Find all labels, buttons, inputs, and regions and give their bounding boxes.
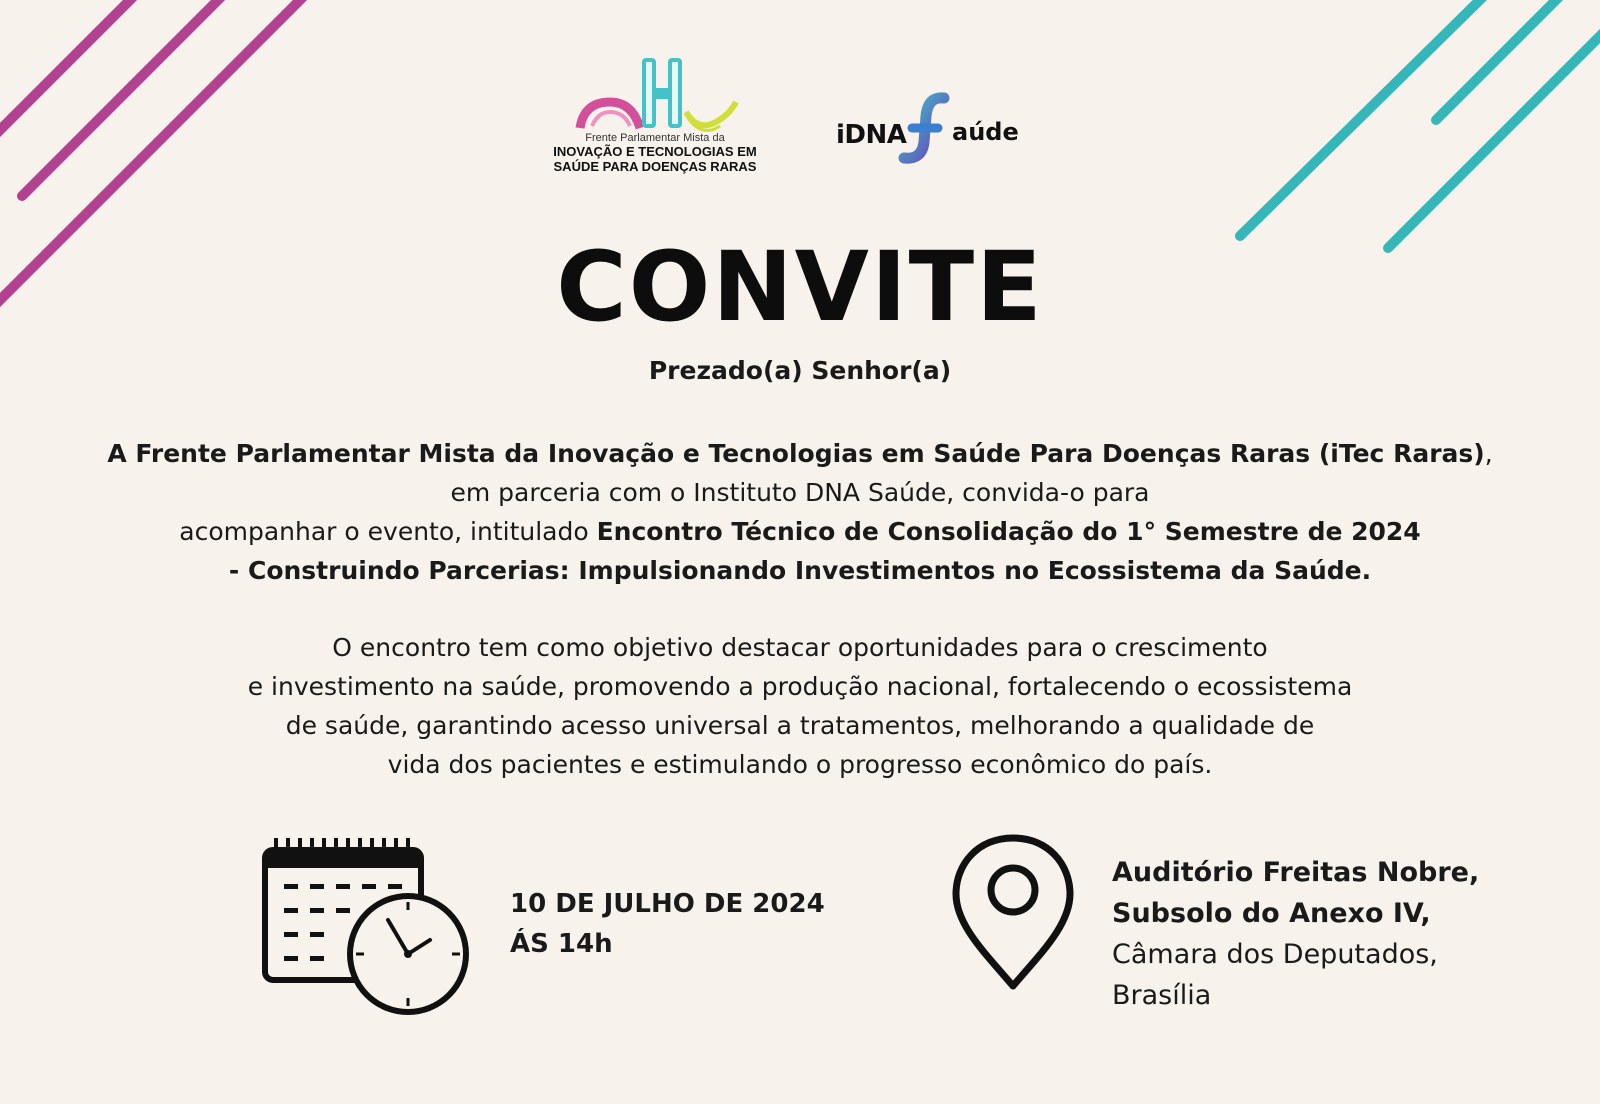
event-title: Encontro Técnico de Consolidação do 1° Semestre de 2024 — [596, 517, 1421, 546]
frente-logo-line1: Frente Parlamentar Mista da — [585, 132, 725, 144]
idna-saude-logo — [836, 92, 1019, 172]
magenta-stripe — [22, 0, 228, 196]
calendar-icon — [262, 830, 472, 1016]
dna-helix-icon — [898, 92, 954, 166]
greeting: Prezado(a) Senhor(a) — [648, 356, 952, 385]
event-location — [1112, 852, 1479, 1016]
intro-comma: , — [1484, 439, 1493, 468]
intro-line-2: em parceria com o Instituto DNA Saúde, convida-o para — [450, 478, 1150, 507]
organizer-name: A Frente Parlamentar Mista da Inovação e Tecnologias em Saúde Para Doenças Raras (iTec Raras) — [107, 439, 1485, 468]
idna-logo-text: iDNA — [836, 120, 907, 150]
objective-line: O encontro tem como objetivo destacar oportunidades para o crescimento — [332, 633, 1268, 662]
frente-parlamentar-logo — [535, 52, 775, 192]
teal-stripe — [1240, 0, 1490, 236]
location-line-1: Auditório Freitas Nobre, — [1112, 857, 1480, 888]
event-datetime — [510, 884, 825, 964]
location-pin-icon — [948, 830, 1078, 994]
intro-line-1 — [40, 434, 1560, 473]
event-time: ÁS 14h — [510, 929, 613, 959]
idna-logo-text-saude: aúde — [952, 118, 1019, 146]
teal-stripe — [1388, 26, 1600, 248]
page-title: CONVITE — [556, 231, 1044, 343]
location-line-3: Câmara dos Deputados, — [1112, 939, 1438, 970]
frente-logo-mark-icon — [570, 52, 740, 134]
objective-line: vida dos pacientes e estimulando o progresso econômico do país. — [387, 750, 1213, 779]
intro-line-4 — [40, 551, 1560, 590]
objective-line: de saúde, garantindo acesso universal a tratamentos, melhorando a qualidade de — [285, 711, 1315, 740]
frente-logo-line3: SAÚDE PARA DOENÇAS RARAS — [553, 159, 757, 174]
intro-line-3-prefix: acompanhar o evento, intitulado — [179, 517, 597, 546]
invitation-paragraph — [40, 434, 1560, 590]
intro-line-3 — [40, 512, 1560, 551]
magenta-stripe — [0, 0, 140, 140]
location-line-4: Brasília — [1112, 980, 1212, 1011]
objective-paragraph — [40, 628, 1560, 784]
event-subtitle: - Construindo Parcerias: Impulsionando Investimentos no Ecossistema da Saúde. — [228, 556, 1372, 585]
location-line-2: Subsolo do Anexo IV, — [1112, 898, 1431, 929]
teal-stripe — [1436, 0, 1566, 120]
event-date: 10 DE JULHO DE 2024 — [510, 889, 825, 919]
clock-icon — [350, 896, 466, 1012]
objective-line: e investimento na saúde, promovendo a produção nacional, fortalecendo o ecossistema — [247, 672, 1353, 701]
frente-logo-line2: INOVAÇÃO E TECNOLOGIAS EM — [553, 144, 757, 159]
